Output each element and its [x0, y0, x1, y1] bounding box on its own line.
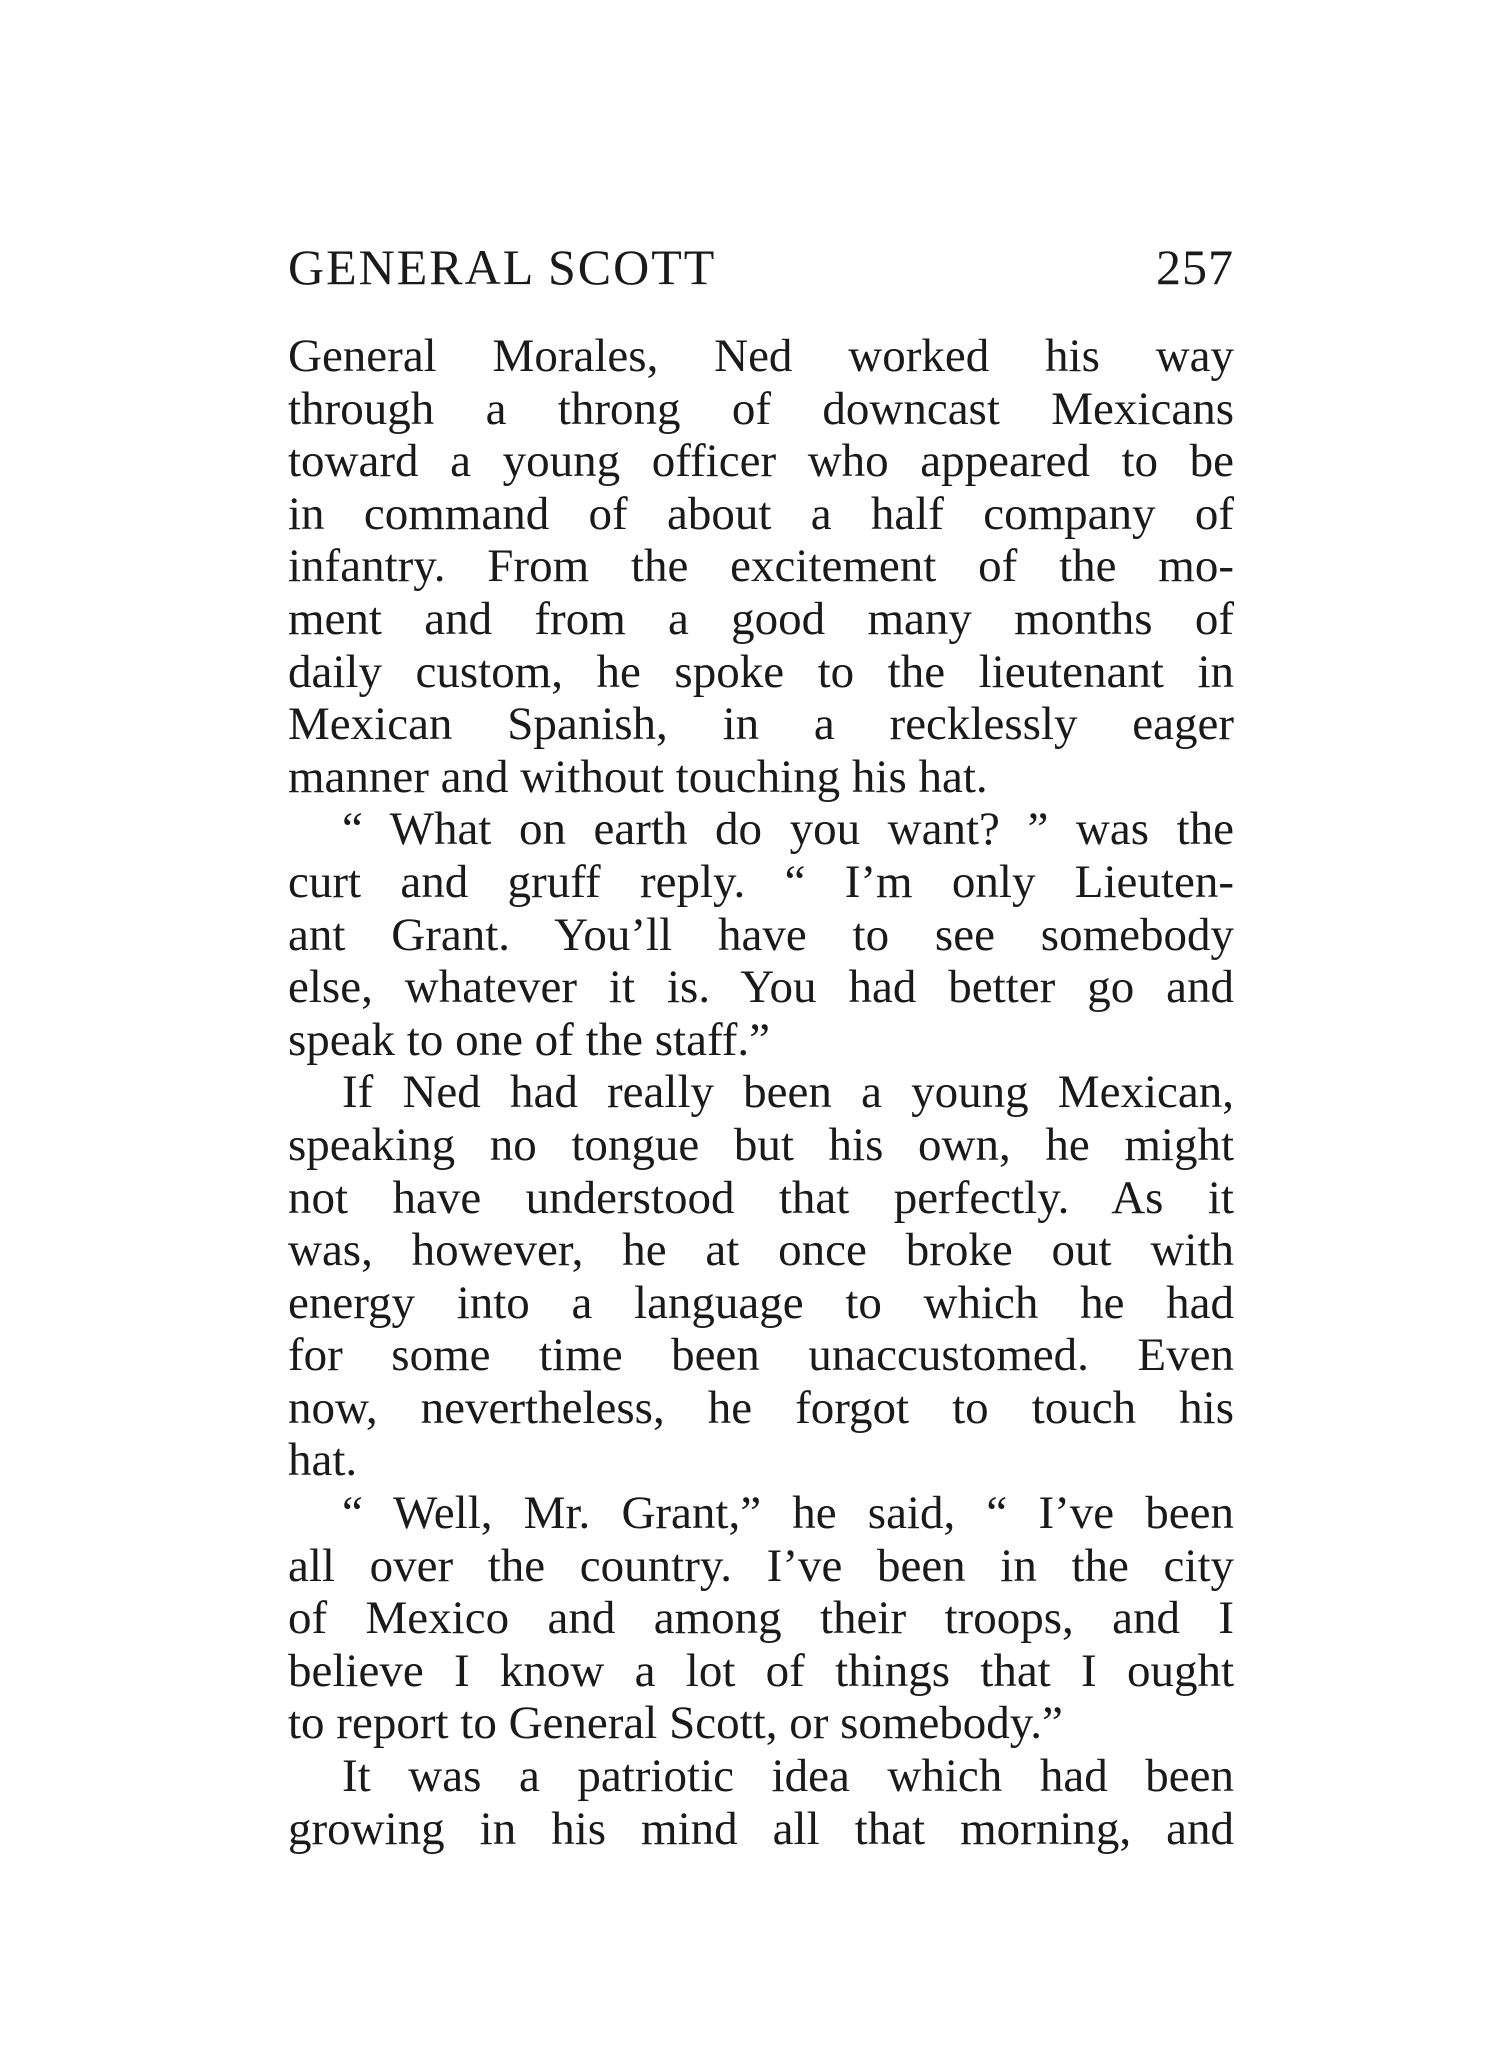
text-line: ment and from a good many months of [288, 592, 1234, 645]
text-line: of Mexico and among their troops, and I [288, 1592, 1234, 1645]
text-line: speaking no tongue but his own, he might [288, 1118, 1234, 1171]
text-line: energy into a language to which he had [288, 1276, 1234, 1329]
running-title: GENERAL SCOTT [288, 239, 717, 295]
text-line: all over the country. I’ve been in the city [288, 1539, 1234, 1592]
text-line: Mexican Spanish, in a recklessly eager [288, 698, 1234, 751]
page-number: 257 [1156, 239, 1234, 295]
text-line: was, however, he at once broke out with [288, 1224, 1234, 1277]
running-header [288, 232, 1234, 302]
text-line: growing in his mind all that morning, and [288, 1802, 1234, 1855]
text-line: speak to one of the staff.” [288, 1013, 771, 1066]
text-line: now, nevertheless, he forgot to touch his [288, 1381, 1234, 1434]
text-line: not have understood that perfectly. As it [288, 1171, 1234, 1224]
text-line: infantry. From the excitement of the mo- [288, 540, 1234, 593]
text-line: “ What on earth do you want? ” was the [342, 803, 1234, 856]
text-line: curt and gruff reply. “ I’m only Lieuten- [288, 855, 1234, 908]
text-line: “ Well, Mr. Grant,” he said, “ I’ve been [342, 1487, 1234, 1540]
text-line: If Ned had really been a young Mexican, [342, 1066, 1234, 1119]
text-line: manner and without touching his hat. [288, 750, 988, 803]
text-line: to report to General Scott, or somebody.” [288, 1697, 1063, 1750]
text-line: ant Grant. You’ll have to see somebody [288, 908, 1234, 961]
text-line: in command of about a half company of [288, 487, 1234, 540]
body-text [288, 330, 1234, 1855]
text-line: toward a young officer who appeared to be [288, 435, 1234, 488]
text-line: through a throng of downcast Mexicans [288, 382, 1234, 435]
text-line: else, whatever it is. You had better go and [288, 961, 1234, 1014]
text-line: hat. [288, 1434, 358, 1487]
text-line: believe I know a lot of things that I ought [288, 1644, 1234, 1697]
text-line: It was a patriotic idea which had been [342, 1750, 1234, 1803]
text-line: General Morales, Ned worked his way [288, 330, 1234, 382]
text-line: for some time been unaccustomed. Even [288, 1329, 1234, 1382]
text-line: daily custom, he spoke to the lieutenant in [288, 645, 1234, 698]
